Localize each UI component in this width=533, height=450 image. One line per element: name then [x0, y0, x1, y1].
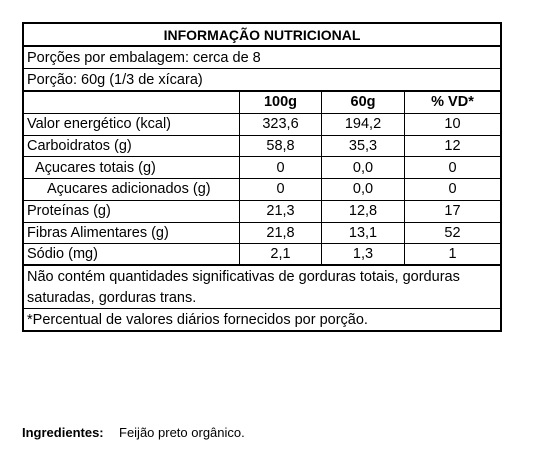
value-per-serving: 12,8 — [322, 201, 405, 222]
value-per-serving: 194,2 — [322, 114, 405, 135]
table-row — [24, 114, 500, 136]
table-row — [24, 244, 500, 266]
value-daily: 1 — [448, 246, 457, 263]
value-per-serving: 1,3 — [322, 244, 405, 264]
value-per-serving: 35,3 — [322, 136, 405, 157]
nutrient-name: Proteínas (g) — [24, 201, 240, 222]
table-title: INFORMAÇÃO NUTRICIONAL — [24, 24, 500, 47]
ingredients-label: Ingredientes: — [22, 425, 104, 440]
value-per-100g: 0 — [240, 179, 322, 200]
value-per-100g: 0 — [240, 157, 322, 178]
value-per-serving: 0,0 — [322, 179, 405, 200]
table-row — [24, 201, 500, 223]
nutrient-name: Valor energético (kcal) — [24, 114, 240, 135]
table-row — [24, 223, 500, 245]
nutrient-name: Fibras Alimentares (g) — [24, 223, 240, 244]
value-per-100g: 21,8 — [240, 223, 322, 244]
nutrient-name: Açucares totais (g) — [24, 157, 240, 178]
value-per-100g: 2,1 — [240, 244, 322, 264]
value-per-serving: 0,0 — [322, 157, 405, 178]
value-daily: 10 — [444, 116, 461, 133]
value-per-100g: 323,6 — [240, 114, 322, 135]
table-row — [24, 136, 500, 158]
value-per-100g: 58,8 — [240, 136, 322, 157]
column-header-row — [24, 92, 500, 114]
nutrient-name: Carboidratos (g) — [24, 136, 240, 157]
value-daily: 0 — [448, 181, 457, 198]
daily-value-footnote: *Percentual de valores diários fornecidos por porção. — [27, 311, 368, 328]
value-daily: 0 — [448, 159, 457, 176]
table-row — [24, 157, 500, 179]
nutrition-facts-table — [22, 22, 502, 332]
header-per-serving: 60g — [322, 92, 405, 113]
header-daily-value: % VD* — [431, 94, 474, 111]
nutrient-name: Sódio (mg) — [24, 244, 240, 264]
header-per-100g: 100g — [240, 92, 322, 113]
value-per-100g: 21,3 — [240, 201, 322, 222]
value-daily: 52 — [444, 224, 461, 241]
insignificant-fats-note: Não contém quantidades significativas de gorduras totais, gorduras saturadas, gorduras trans. — [24, 266, 500, 309]
value-daily: 17 — [444, 203, 461, 220]
value-per-serving: 13,1 — [322, 223, 405, 244]
header-blank-cell — [24, 92, 240, 113]
ingredients-text: Feijão preto orgânico. — [119, 425, 245, 440]
table-row — [24, 179, 500, 201]
value-daily: 12 — [444, 137, 461, 154]
serving-size: Porção: 60g (1/3 de xícara) — [24, 69, 500, 92]
nutrient-name: Açucares adicionados (g) — [24, 179, 240, 200]
servings-per-package: Porções por embalagem: cerca de 8 — [24, 47, 500, 69]
